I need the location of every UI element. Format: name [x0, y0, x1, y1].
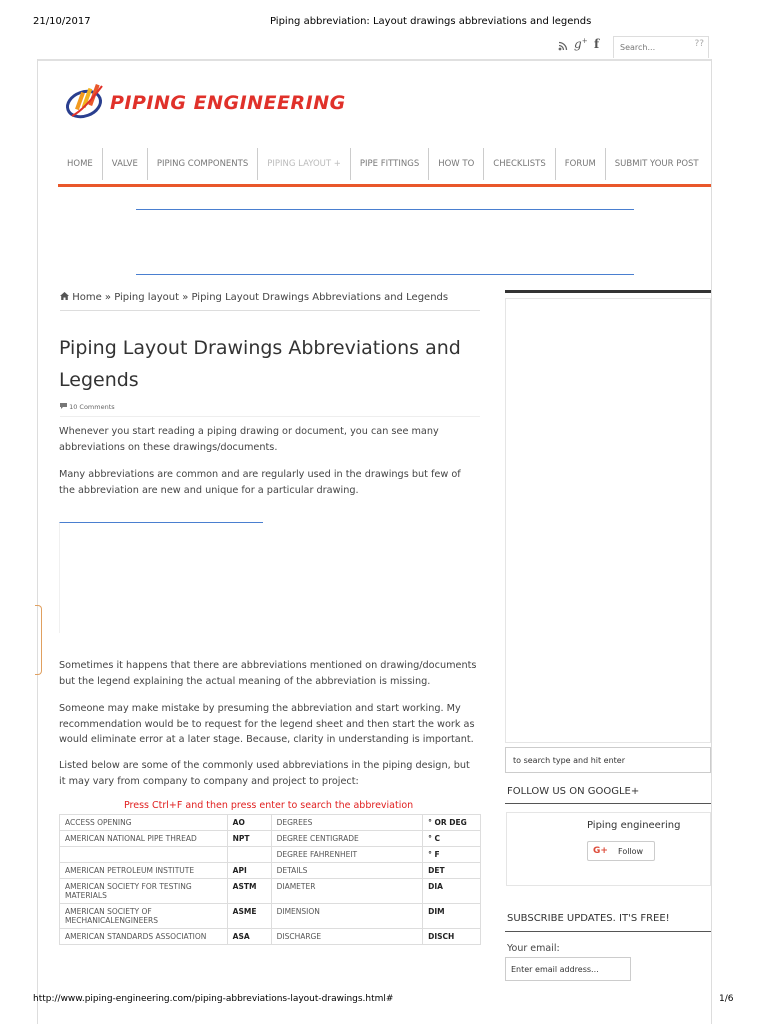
article-paragraph-1: Whenever you start reading a piping drawing or document, you can see many abbreviations on these drawings/documents.: [59, 426, 439, 453]
breadcrumb: [60, 292, 448, 303]
rss-icon[interactable]: [558, 40, 568, 54]
google-plus-icon[interactable]: g+: [574, 37, 588, 51]
term-cell: DETAILS: [271, 863, 423, 879]
comment-icon: [60, 403, 69, 411]
breadcrumb-separator: »: [104, 292, 112, 303]
logo-text[interactable]: PIPING ENGINEERING: [110, 92, 346, 114]
nav-valve[interactable]: VALVE: [103, 148, 148, 180]
table-row: [60, 863, 481, 879]
table-row: [60, 904, 481, 929]
home-icon[interactable]: [60, 292, 72, 303]
table-row: [60, 879, 481, 904]
breadcrumb-piping-layout[interactable]: Piping layout: [114, 292, 179, 303]
breadcrumb-home[interactable]: Home: [72, 292, 102, 303]
abbr-cell: AO: [227, 815, 271, 831]
abbr-cell: DIA: [423, 879, 481, 904]
email-label: Your email:: [507, 943, 560, 954]
abbr-cell: ° OR DEG: [423, 815, 481, 831]
abbr-cell: ° F: [423, 847, 481, 863]
term-cell: DISCHARGE: [271, 929, 423, 945]
term-cell: ACCESS OPENING: [60, 815, 228, 831]
article-paragraph-3: Sometimes it happens that there are abbreviations mentioned on drawing/documents but the legend explaining the actual meaning of the abbreviation is missing.: [59, 660, 477, 687]
table-row: [60, 831, 481, 847]
term-cell: [60, 847, 228, 863]
title-divider: [60, 416, 480, 417]
term-cell: AMERICAN SOCIETY OF MECHANICALENGINEERS: [60, 904, 228, 929]
follow-heading: FOLLOW US ON GOOGLE+: [507, 786, 640, 797]
abbr-cell: API: [227, 863, 271, 879]
inline-ad[interactable]: [59, 522, 263, 633]
nav-piping-components[interactable]: PIPING COMPONENTS: [148, 148, 258, 180]
nav-piping-layout[interactable]: PIPING LAYOUT +: [258, 148, 351, 180]
follow-heading-divider: [505, 803, 711, 804]
comments-link[interactable]: 10 Comments: [60, 403, 115, 411]
main-nav: [58, 148, 711, 187]
term-cell: AMERICAN NATIONAL PIPE THREAD: [60, 831, 228, 847]
term-cell: AMERICAN PETROLEUM INSTITUTE: [60, 863, 228, 879]
print-date: 21/10/2017: [33, 16, 91, 27]
google-plus-icon: G+: [593, 846, 608, 856]
search-hint: Press Ctrl+F and then press enter to search the abbreviation: [124, 800, 414, 811]
abbr-cell: DISCH: [423, 929, 481, 945]
table-row: [60, 847, 481, 863]
follow-label: Follow: [618, 847, 644, 856]
abbr-cell: [227, 847, 271, 863]
facebook-icon[interactable]: f: [594, 37, 600, 51]
logo-icon[interactable]: [64, 80, 110, 128]
feedback-tab[interactable]: [35, 605, 42, 675]
abbr-cell: DIM: [423, 904, 481, 929]
sidebar-search-input[interactable]: to search type and hit enter: [505, 747, 711, 773]
term-cell: DEGREES: [271, 815, 423, 831]
abbr-cell: DET: [423, 863, 481, 879]
sidebar-top-bar: [505, 290, 711, 293]
nav-submit-post[interactable]: SUBMIT YOUR POST: [614, 159, 699, 169]
nav-checklists[interactable]: CHECKLISTS: [484, 148, 555, 180]
term-cell: DEGREE CENTIGRADE: [271, 831, 423, 847]
breadcrumb-separator: »: [182, 292, 189, 303]
table-row: [60, 815, 481, 831]
article-paragraph-4: Someone may make mistake by presuming the abbreviation and start working. My recommendation would be to request for the legend sheet and then start the work as would eliminate error at a later stage. Because, clarity in understanding is important.: [59, 703, 475, 745]
breadcrumb-divider: [60, 310, 480, 311]
term-cell: DIMENSION: [271, 904, 423, 929]
article-paragraph-2: Many abbreviations are common and are regularly used in the drawings but few of the abbreviation are new and unique for a particular drawing.: [59, 469, 461, 496]
print-url: http://www.piping-engineering.com/piping-abbreviations-layout-drawings.html#: [33, 994, 394, 1004]
page-title: Piping Layout Drawings Abbreviations and Legends: [59, 337, 461, 391]
nav-forum[interactable]: FORUM: [556, 148, 606, 180]
abbreviation-table: [59, 814, 481, 945]
abbr-cell: ASA: [227, 929, 271, 945]
email-field[interactable]: Enter email address...: [505, 957, 631, 981]
nav-home[interactable]: HOME: [58, 148, 103, 180]
abbr-cell: ° C: [423, 831, 481, 847]
nav-pipe-fittings[interactable]: PIPE FITTINGS: [351, 148, 429, 180]
term-cell: AMERICAN SOCIETY FOR TESTING MATERIALS: [60, 879, 228, 904]
table-row: [60, 929, 481, 945]
gplus-follow-button[interactable]: [587, 841, 655, 861]
term-cell: AMERICAN STANDARDS ASSOCIATION: [60, 929, 228, 945]
print-title: Piping abbreviation: Layout drawings abbreviations and legends: [270, 16, 592, 27]
abbr-cell: NPT: [227, 831, 271, 847]
print-page-number: 1/6: [719, 994, 734, 1004]
sidebar-ad[interactable]: [505, 298, 711, 743]
article-paragraph-5: Listed below are some of the commonly used abbreviations in the piping design, but it may vary from company to company and project to project:: [59, 760, 470, 787]
gplus-page-name[interactable]: Piping engineering: [587, 820, 681, 831]
breadcrumb-current: Piping Layout Drawings Abbreviations and Legends: [191, 292, 449, 303]
nav-how-to[interactable]: HOW TO: [429, 148, 484, 180]
abbr-cell: ASME: [227, 904, 271, 929]
top-search-input[interactable]: Search... ??: [613, 36, 709, 58]
term-cell: DIAMETER: [271, 879, 423, 904]
subscribe-heading-divider: [505, 931, 711, 932]
abbr-cell: ASTM: [227, 879, 271, 904]
search-icon[interactable]: ??: [694, 39, 704, 49]
subscribe-heading: SUBSCRIBE UPDATES. IT'S FREE!: [507, 913, 670, 924]
top-ad-banner[interactable]: [136, 209, 634, 275]
term-cell: DEGREE FAHRENHEIT: [271, 847, 423, 863]
